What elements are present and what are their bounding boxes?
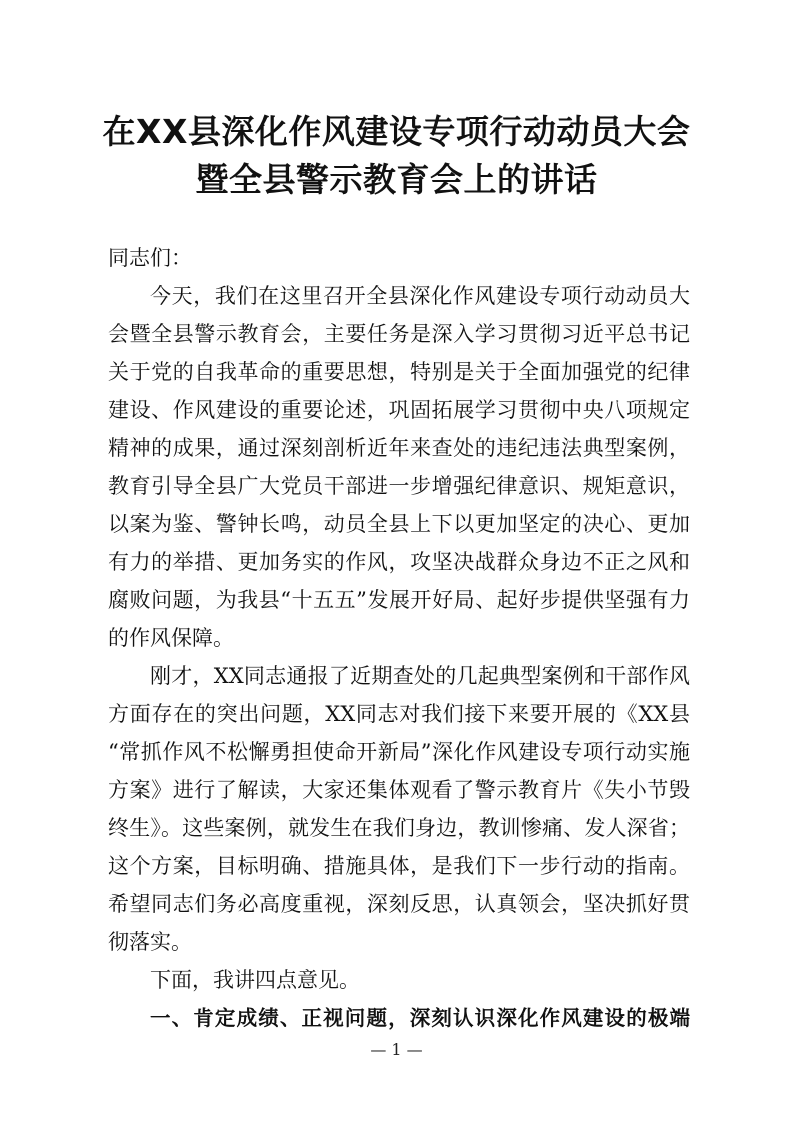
paragraph-1-line: 的作风保障。 bbox=[108, 626, 234, 650]
page-number: — 1 — bbox=[370, 1040, 423, 1059]
paragraph-1-line: 精神的成果，通过深刻剖析近年来查处的违纪违法典型案例， bbox=[108, 436, 690, 460]
paragraph-3-line: 下面，我讲四点意见。 bbox=[150, 968, 360, 992]
paragraph-1-line: 有力的举措、更加务实的作风，攻坚决战群众身边不正之风和 bbox=[108, 550, 690, 574]
paragraph-1-line: 以案为鉴、警钟长鸣，动员全县上下以更加坚定的决心、更加 bbox=[108, 512, 690, 536]
paragraph-1-line: 会暨全县警示教育会，主要任务是深入学习贯彻习近平总书记 bbox=[108, 322, 690, 346]
paragraph-2-line: 希望同志们务必高度重视，深刻反思，认真领会，坚决抓好贯 bbox=[108, 892, 690, 916]
section-heading-1: 一、肯定成绩、正视问题，深刻认识深化作风建设的极端 bbox=[150, 1006, 690, 1030]
paragraph-2-line: 刚才，XX同志通报了近期查处的几起典型案例和干部作风 bbox=[150, 664, 690, 688]
paragraph-1-line: 教育引导全县广大党员干部进一步增强纪律意识、规矩意识， bbox=[108, 474, 690, 498]
document-title-line-2: 暨全县警示教育会上的讲话 bbox=[195, 160, 598, 199]
paragraph-2-line: 方案》进行了解读，大家还集体观看了警示教育片《失小节毁 bbox=[108, 778, 690, 802]
paragraph-2-line: “常抓作风不松懈勇担使命开新局”深化作风建设专项行动实施 bbox=[108, 740, 690, 764]
paragraph-1-line: 关于党的自我革命的重要思想，特别是关于全面加强党的纪律 bbox=[108, 360, 690, 384]
salutation: 同志们： bbox=[108, 246, 192, 270]
paragraph-1-line: 今天，我们在这里召开全县深化作风建设专项行动动员大 bbox=[150, 284, 690, 308]
paragraph-2-line: 这个方案，目标明确、措施具体，是我们下一步行动的指南。 bbox=[108, 854, 690, 878]
document-title-line-1: 在XX县深化作风建设专项行动动员大会 bbox=[102, 112, 691, 151]
paragraph-2-line: 彻落实。 bbox=[108, 930, 192, 954]
paragraph-1-line: 腐败问题，为我县“十五五”发展开好局、起好步提供坚强有力 bbox=[108, 588, 690, 612]
paragraph-1-line: 建设、作风建设的重要论述，巩固拓展学习贯彻中央八项规定 bbox=[108, 398, 690, 422]
paragraph-2-line: 方面存在的突出问题，XX同志对我们接下来要开展的《XX县 bbox=[108, 702, 690, 726]
paragraph-2-line: 终生》。这些案例，就发生在我们身边，教训惨痛、发人深省； bbox=[108, 816, 690, 840]
